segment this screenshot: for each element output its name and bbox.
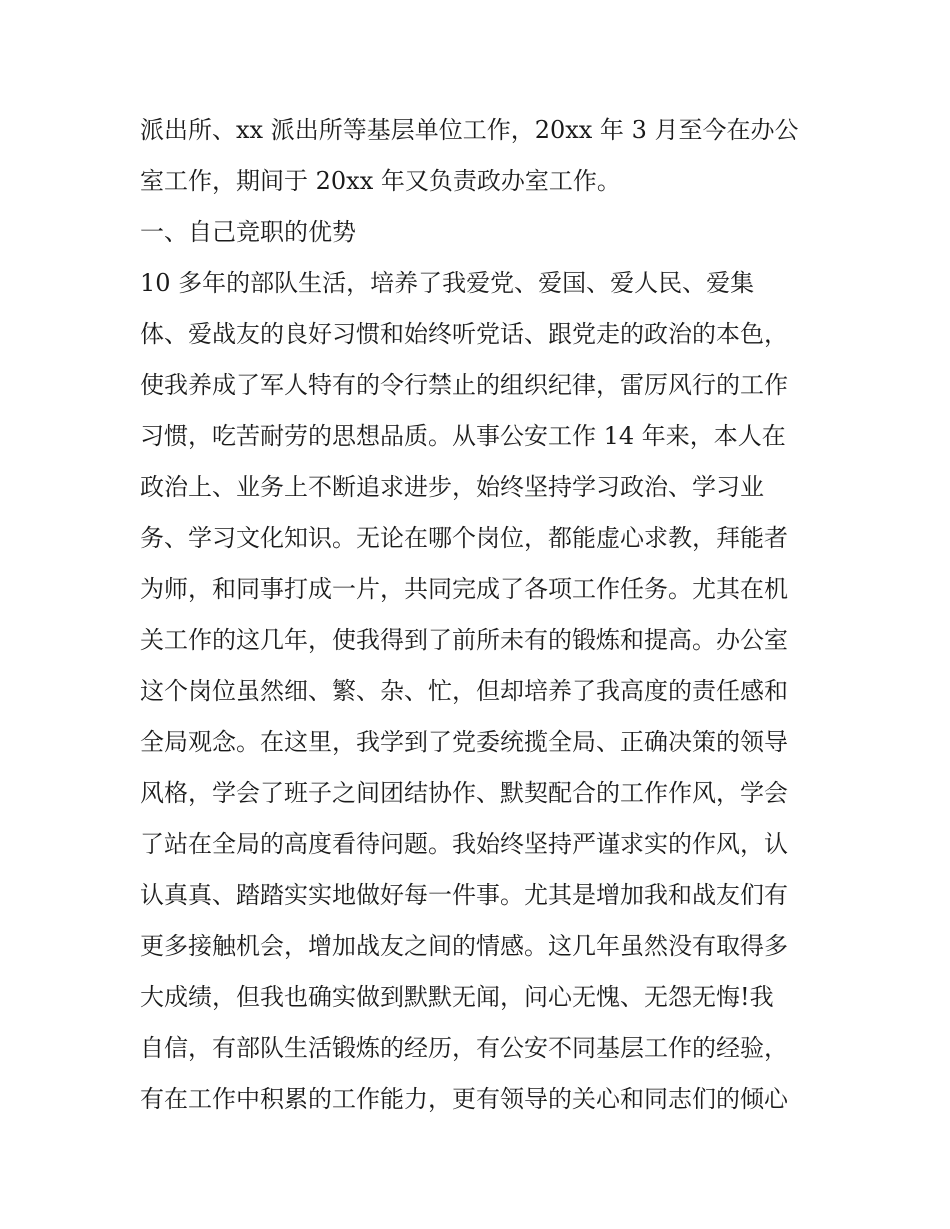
text-line: 务、学习文化知识。无论在哪个岗位，都能虚心求教，拜能者 bbox=[140, 524, 788, 552]
text-line: 这个岗位虽然细、繁、杂、忙，但却培养了我高度的责任感和 bbox=[140, 677, 788, 705]
text-line: 风格，学会了班子之间团结协作、默契配合的工作作风，学会 bbox=[140, 779, 788, 807]
text-line: 了站在全局的高度看待问题。我始终坚持严谨求实的作风，认 bbox=[140, 830, 788, 858]
text-line: 有在工作中积累的工作能力，更有领导的关心和同志们的倾心 bbox=[140, 1085, 788, 1113]
text-line: 政治上、业务上不断追求进步，始终坚持学习政治、学习业 bbox=[140, 473, 764, 501]
text-line: 大成绩，但我也确实做到默默无闻，问心无愧、无怨无悔!我 bbox=[140, 983, 774, 1011]
section-heading: 一、自己竞职的优势 bbox=[140, 218, 356, 246]
text-line: 全局观念。在这里，我学到了党委统揽全局、正确决策的领导 bbox=[140, 728, 788, 756]
text-line: 习惯，吃苦耐劳的思想品质。从事公安工作 14 年来，本人在 bbox=[140, 422, 786, 450]
text-line: 为师，和同事打成一片，共同完成了各项工作任务。尤其在机 bbox=[140, 575, 788, 603]
text-line: 体、爱战友的良好习惯和始终听党话、跟党走的政治的本色， bbox=[140, 320, 788, 348]
text-line: 自信，有部队生活锻炼的经历，有公安不同基层工作的经验， bbox=[140, 1034, 788, 1062]
text-line: 室工作，期间于 20xx 年又负责政办室工作。 bbox=[140, 167, 621, 195]
text-line: 认真真、踏踏实实地做好每一件事。尤其是增加我和战友们有 bbox=[140, 881, 788, 909]
text-line: 更多接触机会，增加战友之间的情感。这几年虽然没有取得多 bbox=[140, 932, 788, 960]
text-line: 关工作的这几年，使我得到了前所未有的锻炼和提高。办公室 bbox=[140, 626, 788, 654]
text-line: 派出所、xx 派出所等基层单位工作，20xx 年 3 月至今在办公 bbox=[140, 116, 799, 144]
text-line: 10 多年的部队生活，培养了我爱党、爱国、爱人民、爱集 bbox=[140, 269, 755, 297]
text-line: 使我养成了军人特有的令行禁止的组织纪律，雷厉风行的工作 bbox=[140, 371, 788, 399]
